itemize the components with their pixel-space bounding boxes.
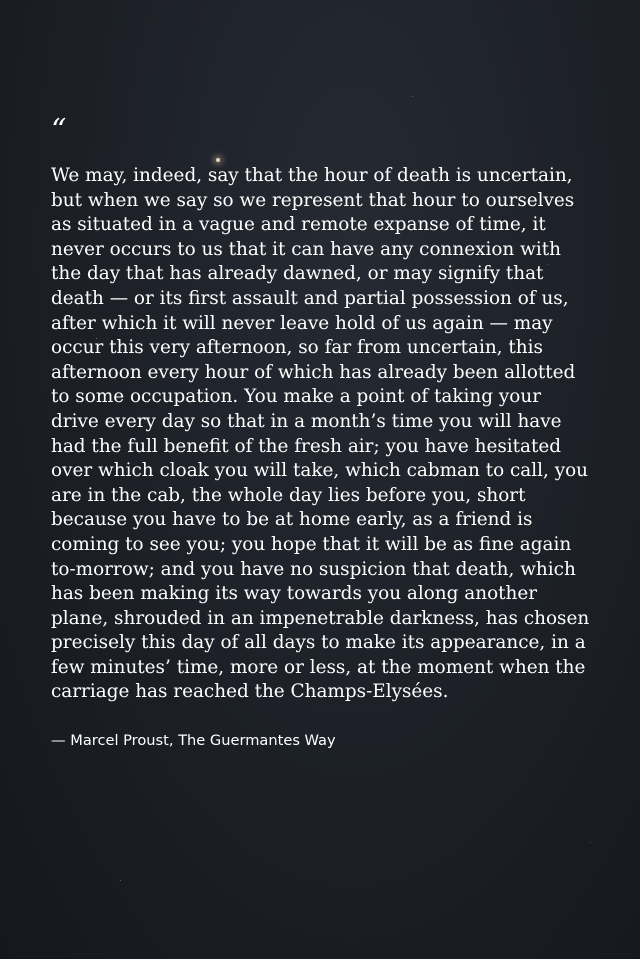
star <box>590 842 591 843</box>
quote-attribution: — Marcel Proust, The Guermantes Way <box>51 732 336 750</box>
star <box>120 880 121 881</box>
quote-mark-icon: “ <box>51 113 67 148</box>
quote-card <box>51 113 591 751</box>
star <box>412 96 413 97</box>
quote-text: We may, indeed, say that the hour of death is uncertain, but when we say so we represent that hour to ourselves as situated in a vague and remote expanse of time, it never occurs to us that it can have any connexion with the day that has already dawned, or may signify that death — or its first assault and partial possession of us, after which it will never leave hold of us again — may occur this very afternoon, so far from uncertain, this afternoon every hour of which has already been allotted to some occupation. You make a point of taking your drive every day so that in a month’s time you will have had the full benefit of the fresh air; you have hesitated over which cloak you will take, which cabman to call, you are in the cab, the whole day lies before you, short because you have to be at home early, as a friend is coming to see you; you hope that it will be as fine again to-morrow; and you have no suspicion that death, which has been making its way towards you along another plane, shrouded in an impenetrable darkness, has chosen precisely this day of all days to make its appearance, in a few minutes’ time, more or less, at the moment when the carriage has reached the Champs-Elysées. <box>51 165 590 703</box>
